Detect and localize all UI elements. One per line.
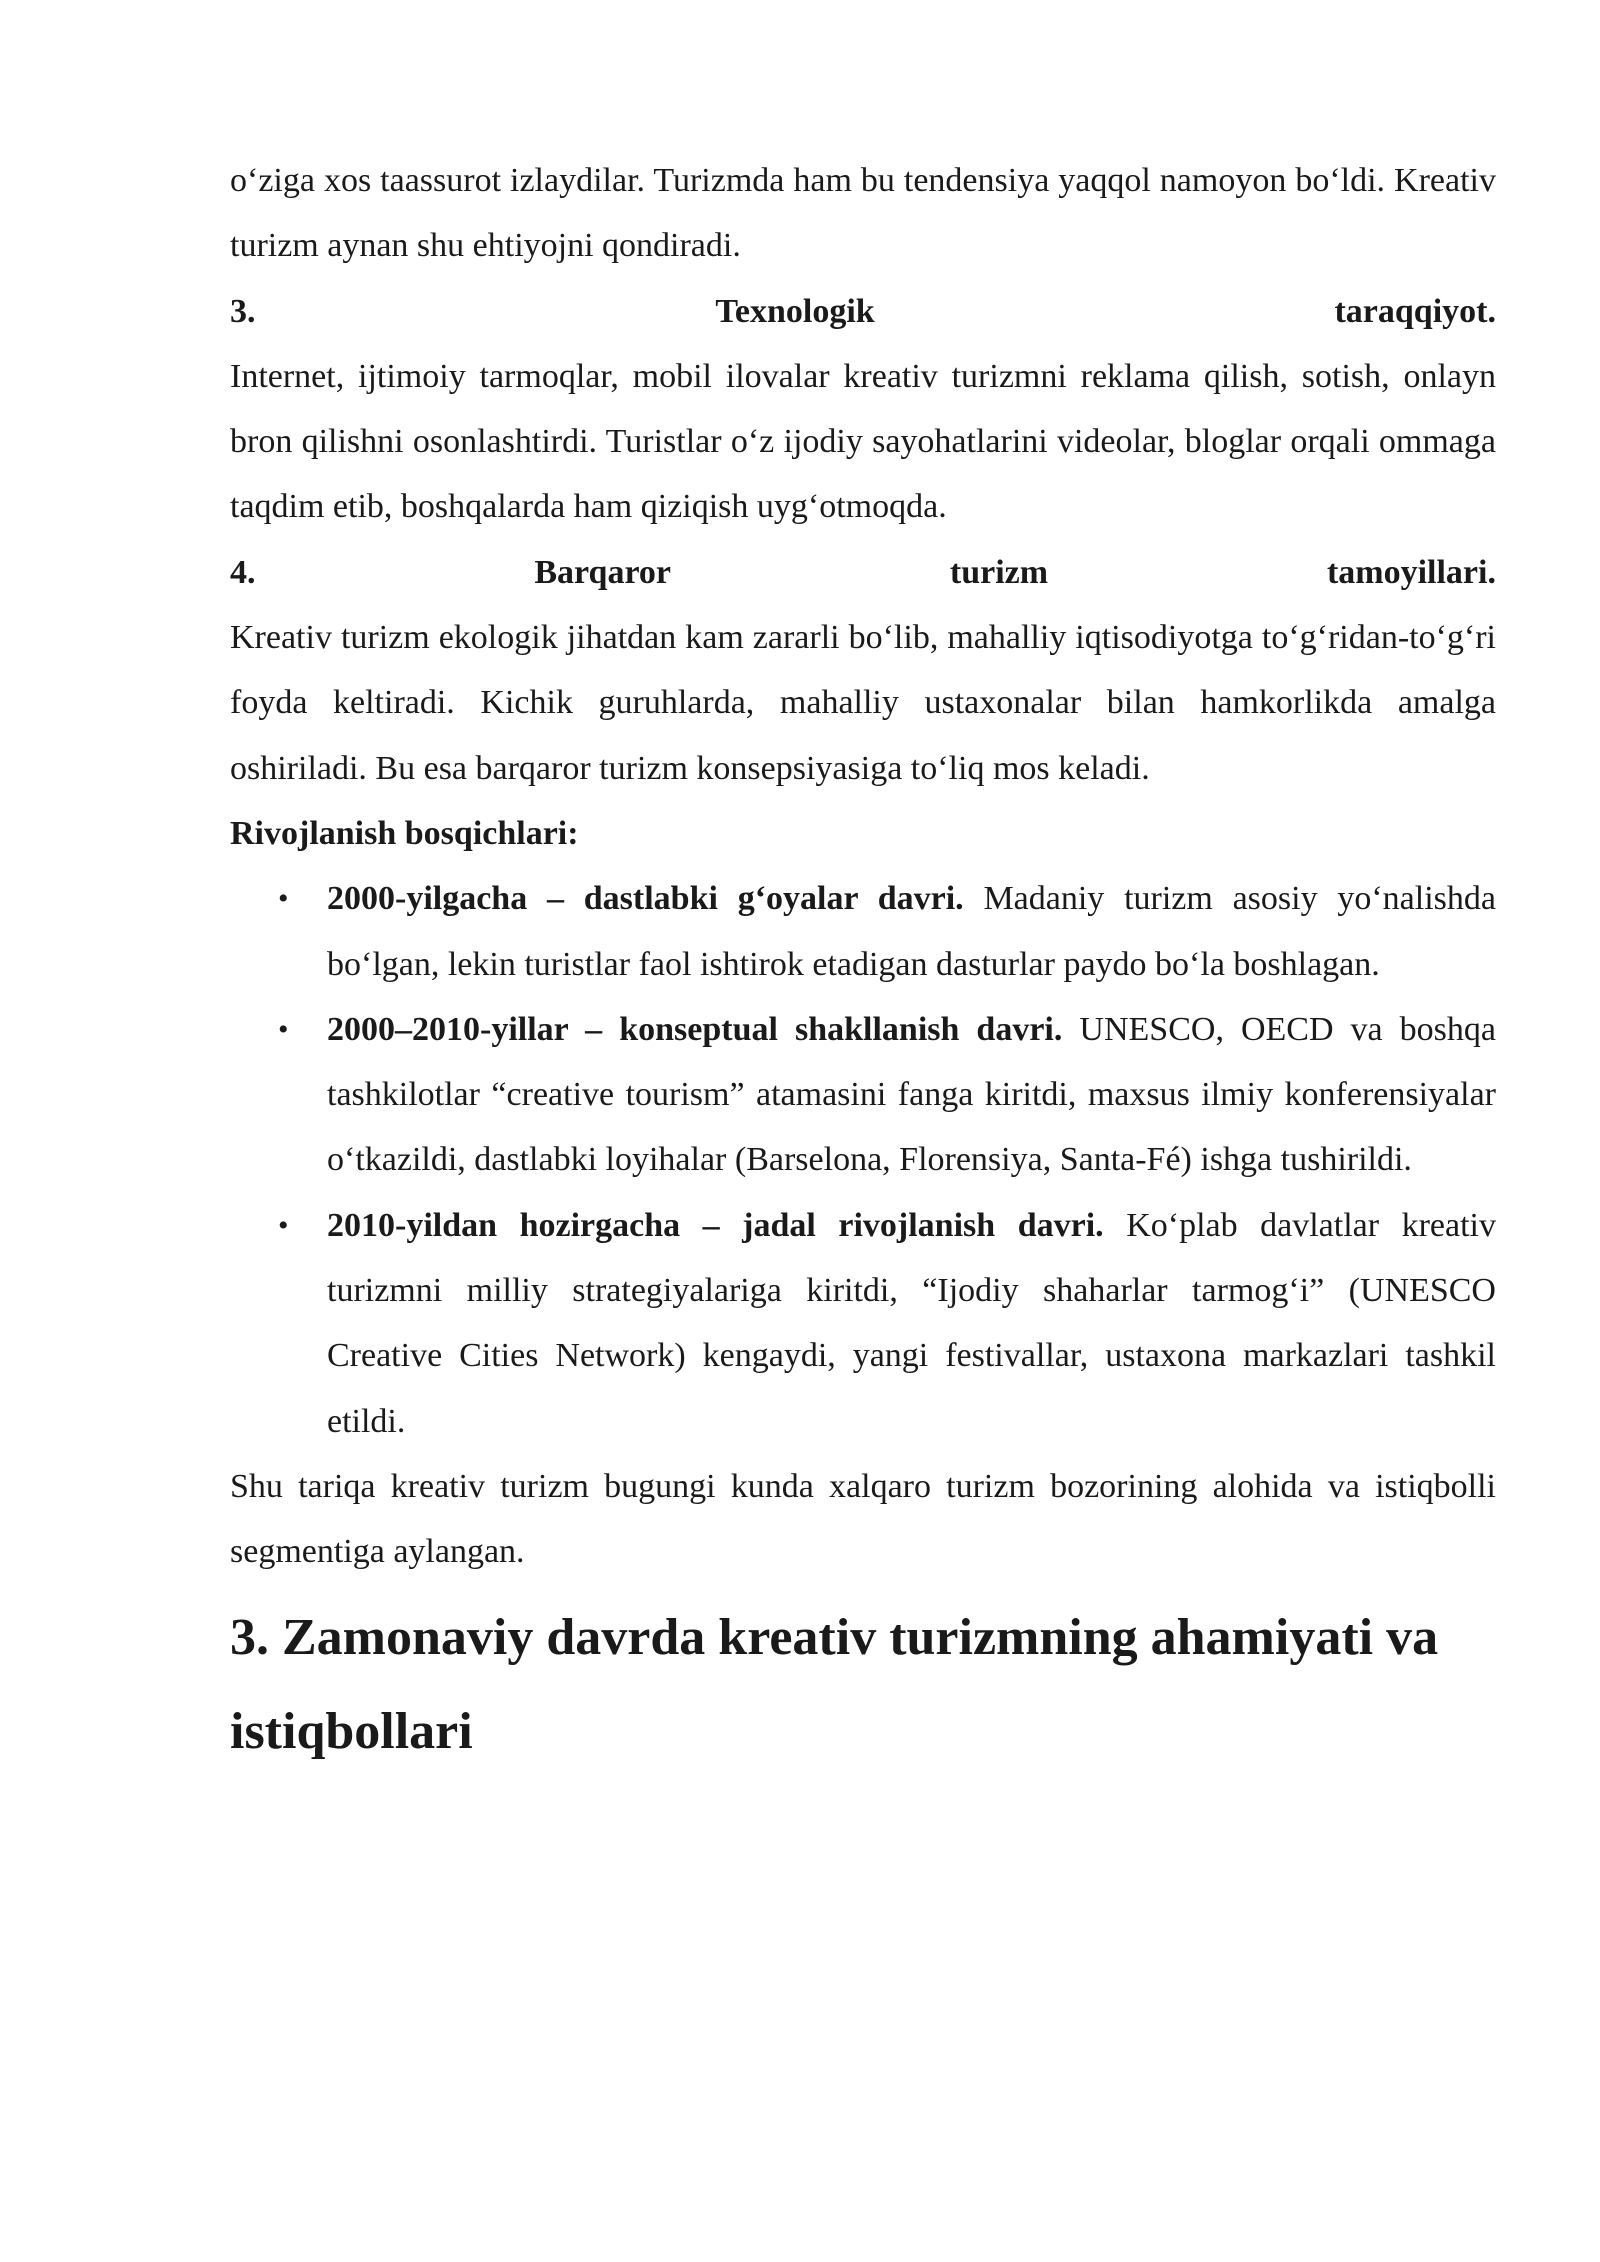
intro-paragraph: o‘ziga xos taassurot izlaydilar. Turizmda ham bu tendensiya yaqqol namoyon bo‘ldi. Kreativ turizm aynan shu ehtiyojni qondiradi. — [230, 162, 1496, 265]
stage-text: Ko‘plab davlatlar kreativ turizmni milliy strategiyalariga kiritdi, “Ijodiy shaharlar tarmog‘i” (UNESCO Creative Cities Network) kengaydi, yangi festivallar, ustaxona markazlari tashkil etildi. — [327, 1206, 1496, 1440]
factor-3-word-1: Texnologik — [715, 292, 875, 330]
factor-3-number: 3. — [230, 292, 256, 330]
factor-4-word-2: turizm — [949, 553, 1049, 591]
factor-3-word-2: taraqqiyot. — [1334, 292, 1496, 330]
list-item — [230, 997, 1496, 1193]
bullet-icon: • — [278, 1208, 289, 1242]
stages-list — [230, 866, 1496, 1454]
factor-4-text: Kreativ turizm ekologik jihatdan kam zararli bo‘lib, mahalliy iqtisodiyotga to‘g‘ridan-to‘g‘ri foyda keltiradi. Kichik guruhlarda, mahalliy ustaxonalar bilan hamkorlikda amalga oshiriladi. Bu esa barqaror turizm konsepsiyasiga to‘liq mos keladi. — [230, 619, 1496, 787]
section-heading: 3. Zamonaviy davrda kreativ turizmning ahamiyati va istiqbollari — [230, 1608, 1439, 1760]
list-item — [230, 1193, 1496, 1454]
stage-title: 2000–2010-yillar – konseptual shakllanish davri. — [327, 1010, 1063, 1048]
stage-title: 2010-yildan hozirgacha – jadal rivojlanish davri. — [327, 1206, 1104, 1244]
conclusion-paragraph: Shu tariqa kreativ turizm bugungi kunda xalqaro turizm bozorining alohida va istiqbolli segmentiga aylangan. — [230, 1467, 1496, 1571]
stages-heading: Rivojlanish bosqichlari: — [230, 814, 579, 852]
factor-4-word-3: tamoyillari. — [1326, 553, 1496, 591]
bullet-icon: • — [278, 1012, 289, 1046]
stage-text: UNESCO, OECD va boshqa tashkilotlar “creative tourism” atamasini fanga kiritdi, maxsus ilmiy konferensiyalar o‘tkazildi, dastlabki loyihalar (Barselona, Florensiya, Santa-Fé) ishga tushirildi. — [327, 1010, 1497, 1179]
bullet-icon: • — [278, 882, 289, 916]
factor-4-word-1: Barqaror — [534, 553, 672, 591]
factor-4-number: 4. — [230, 553, 256, 591]
document-page — [230, 148, 1496, 1779]
factor-4-heading — [230, 540, 1496, 605]
factor-3-heading — [230, 279, 1496, 344]
factor-3-text: Internet, ijtimoiy tarmoqlar, mobil ilovalar kreativ turizmni reklama qilish, sotish, onlayn bron qilishni osonlashtirdi. Turistlar o‘z ijodiy sayohatlarini videolar, bloglar orqali ommaga taqdim etib, boshqalarda ham qiziqish uyg‘otmoqda. — [230, 357, 1496, 526]
stage-title: 2000-yilgacha – dastlabki g‘oyalar davri. — [327, 880, 964, 918]
stage-text: Madaniy turizm asosiy yo‘nalishda bo‘lgan, lekin turistlar faol ishtirok etadigan dasturlar paydo bo‘la boshlagan. — [327, 880, 1496, 983]
list-item — [230, 866, 1496, 997]
